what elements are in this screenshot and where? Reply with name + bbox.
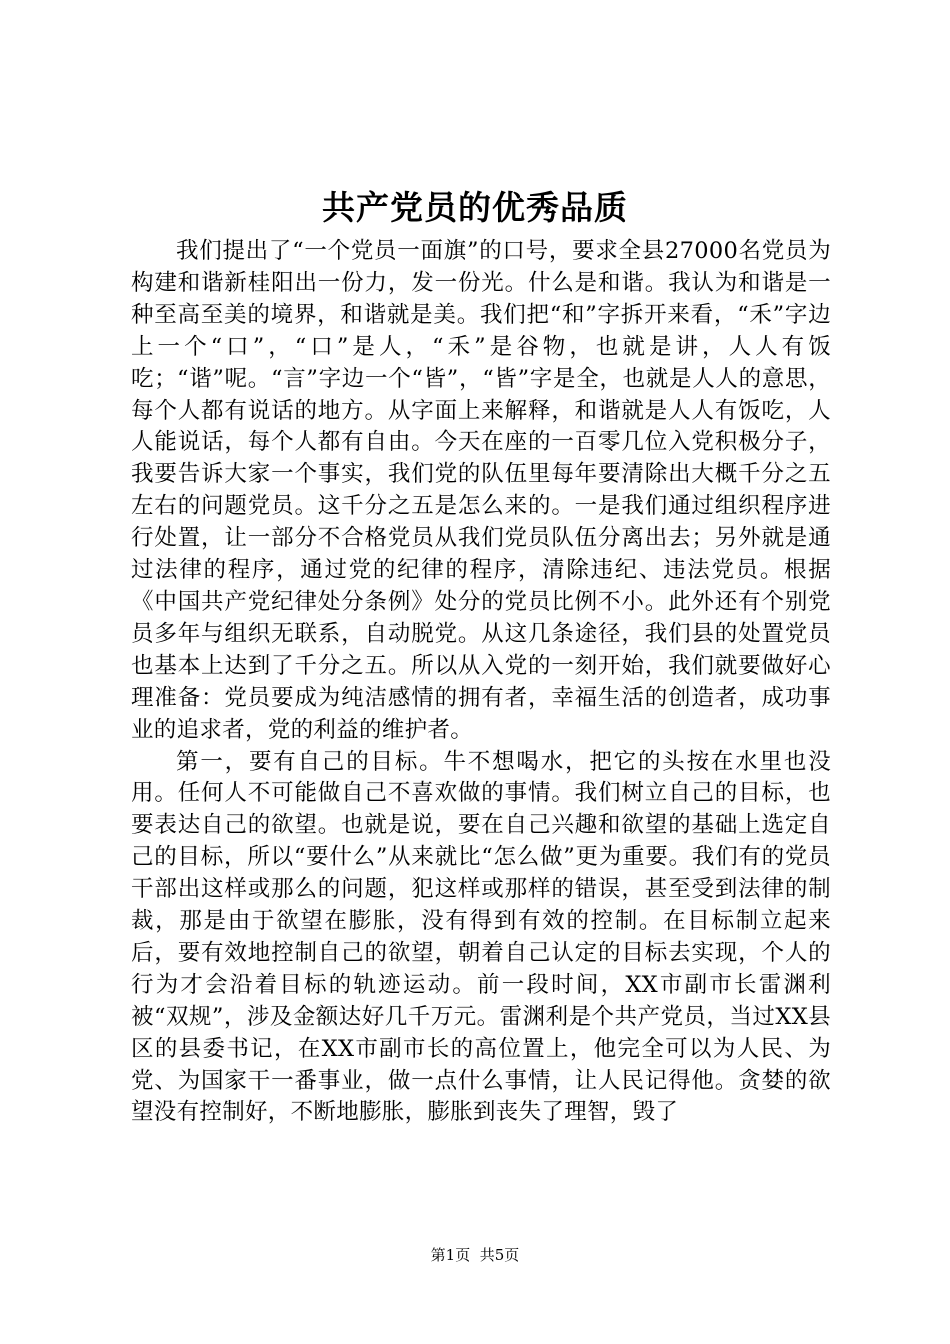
footer-spacer (470, 1246, 480, 1264)
page-number: 第1页 (430, 1246, 471, 1264)
page-footer (0, 1245, 950, 1265)
document-title: 共产党员的优秀品质 (322, 188, 628, 227)
page-total: 共5页 (479, 1246, 520, 1264)
paragraph-2: 第一，要有自己的目标。牛不想喝水，把它的头按在水里也没用。任何人不可能做自己不喜欢做的事情。我们树立自己的目标，也要表达自己的欲望。也就是说，要在自己兴趣和欲望的基础上选定自己的目标，所以“要什么”从来就比“怎么做”更为重要。我们有的党员干部出这样或那么的问题，犯这样或那样的错误，甚至受到法律的制裁，那是由于欲望在膨胀，没有得到有效的控制。在目标制立起来后，要有效地控制自己的欲望，朝着自己认定的目标去实现，个人的行为才会沿着目标的轨迹运动。前一段时间，XX市副市长雷渊利被“双规”，涉及金额达好几千万元。雷渊利是个共产党员，当过XX县区的县委书记，在XX市副市长的高位置上，他完全可以为人民、为党、为国家干一番事业，做一点什么事情，让人民记得他。贪婪的欲望没有控制好，不断地膨胀，膨胀到丧失了理智，毁了 (131, 748, 831, 1126)
paragraph-1: 我们提出了“一个党员一面旗”的口号，要求全县27000名党员为构建和谐新桂阳出一份力，发一份光。什么是和谐。我认为和谐是一种至高至美的境界，和谐就是美。我们把“和”字拆开来看，“禾”字边上一个“口”，“口”是人，“禾”是谷物，也就是讲，人人有饭吃；“谐”呢。“言”字边一个“皆”，“皆”字是全，也就是人人的意思，每个人都有说话的地方。从字面上来解释，和谐就是人人有饭吃，人人能说话，每个人都有自由。今天在座的一百零几位入党积极分子，我要告诉大家一个事实，我们党的队伍里每年要清除出大概千分之五左右的问题党员。这千分之五是怎么来的。一是我们通过组织程序进行处置，让一部分不合格党员从我们党员队伍分离出去；另外就是通过法律的程序，通过党的纪律的程序，清除违纪、违法党员。根据《中国共产党纪律处分条例》处分的党员比例不小。此外还有个别党员多年与组织无联系，自动脱党。从这几条途径，我们县的处置党员也基本上达到了千分之五。所以从入党的一刻开始，我们就要做好心理准备：党员要成为纯洁感情的拥有者，幸福生活的创造者，成功事业的追求者，党的利益的维护者。 (131, 238, 831, 743)
document-body (131, 236, 831, 1129)
